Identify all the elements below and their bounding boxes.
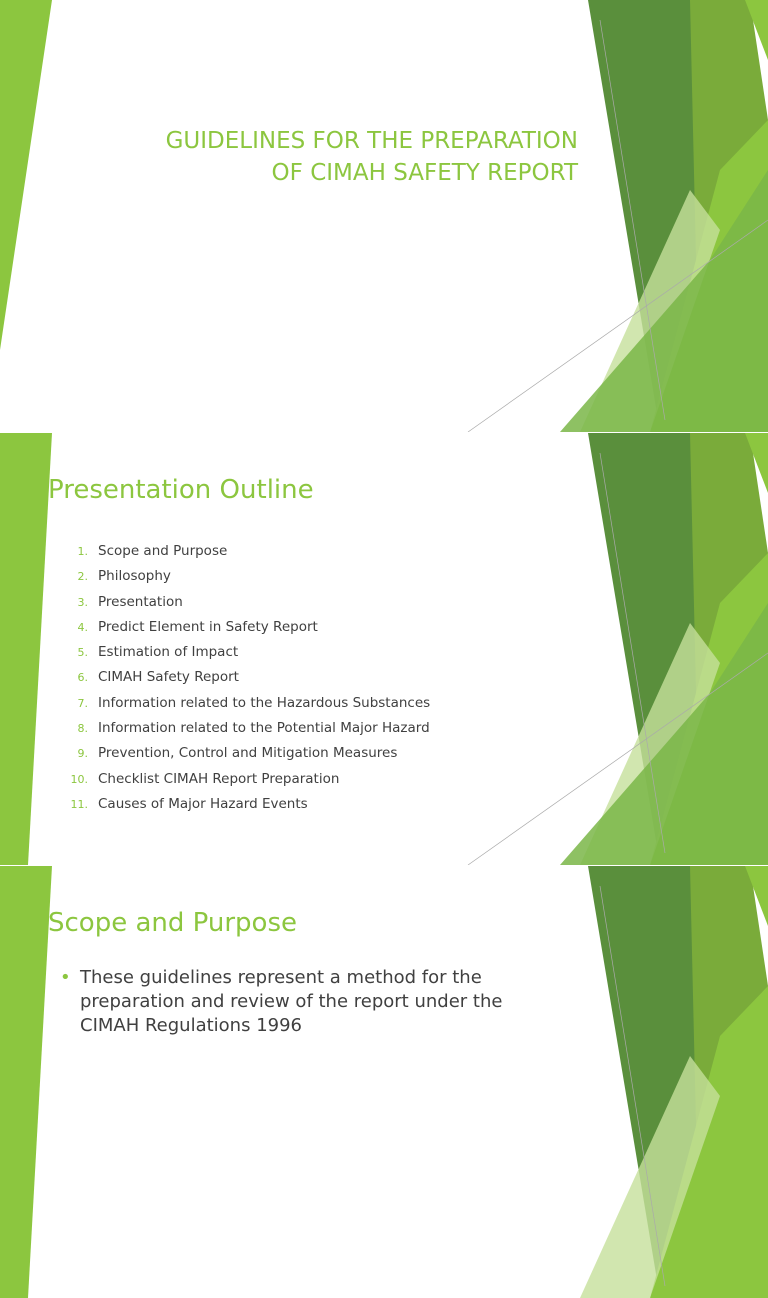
outline-item-label: Information related to the Hazardous Substances [98, 694, 431, 711]
outline-item-label: Information related to the Potential Major Hazard [98, 720, 430, 737]
outline-item-label: Presentation [98, 593, 183, 610]
outline-item-label: Scope and Purpose [98, 543, 228, 559]
bullet-text: These guidelines represent a method for the preparation and review of the report under the CIMAH Regulations 1996 [80, 967, 503, 1036]
outline-item-label: Prevention, Control and Mitigation Measures [98, 745, 398, 762]
outline-slide [0, 433, 768, 865]
scope-bullet [60, 966, 520, 1038]
outline-item [48, 594, 430, 619]
outline-item [48, 543, 430, 568]
outline-item-label: Predict Element in Safety Report [98, 618, 318, 635]
title-line-1: GUIDELINES FOR THE PREPARATION [165, 128, 578, 154]
outline-item [48, 745, 430, 770]
outline-heading: Presentation Outline [48, 475, 314, 505]
title-slide-decoration [0, 0, 768, 432]
outline-item-label: Checklist CIMAH Report Preparation [98, 770, 340, 787]
outline-item [48, 644, 430, 669]
outline-item-number: 6. [77, 671, 88, 685]
outline-item-number: 9. [77, 747, 88, 761]
outline-list [48, 543, 430, 821]
outline-item-number: 7. [77, 696, 88, 710]
outline-item-label: Causes of Major Hazard Events [98, 795, 308, 812]
outline-item-number: 11. [70, 797, 88, 811]
outline-item-number: 3. [77, 595, 88, 609]
outline-item-label: Estimation of Impact [98, 644, 239, 661]
outline-item-number: 2. [77, 570, 88, 584]
scope-slide [0, 866, 768, 1298]
outline-item-label: Philosophy [98, 568, 171, 585]
outline-item [48, 568, 430, 593]
outline-item-number: 8. [77, 722, 88, 736]
title-slide [0, 0, 768, 432]
bullet-dot: • [60, 967, 71, 988]
outline-item [48, 796, 430, 821]
outline-item-number: 1. [77, 545, 88, 558]
outline-item-number: 4. [77, 620, 88, 634]
outline-item-label: CIMAH Safety Report [98, 669, 239, 686]
outline-item [48, 695, 430, 720]
outline-item [48, 771, 430, 796]
outline-item [48, 619, 430, 644]
scope-bullet-list [60, 966, 520, 1038]
outline-item [48, 720, 430, 745]
outline-item [48, 669, 430, 694]
presentation-title [166, 125, 578, 189]
title-line-2: OF CIMAH SAFETY REPORT [271, 160, 578, 186]
outline-item-number: 10. [70, 772, 88, 786]
scope-heading: Scope and Purpose [48, 908, 297, 938]
outline-item-number: 5. [77, 646, 88, 660]
